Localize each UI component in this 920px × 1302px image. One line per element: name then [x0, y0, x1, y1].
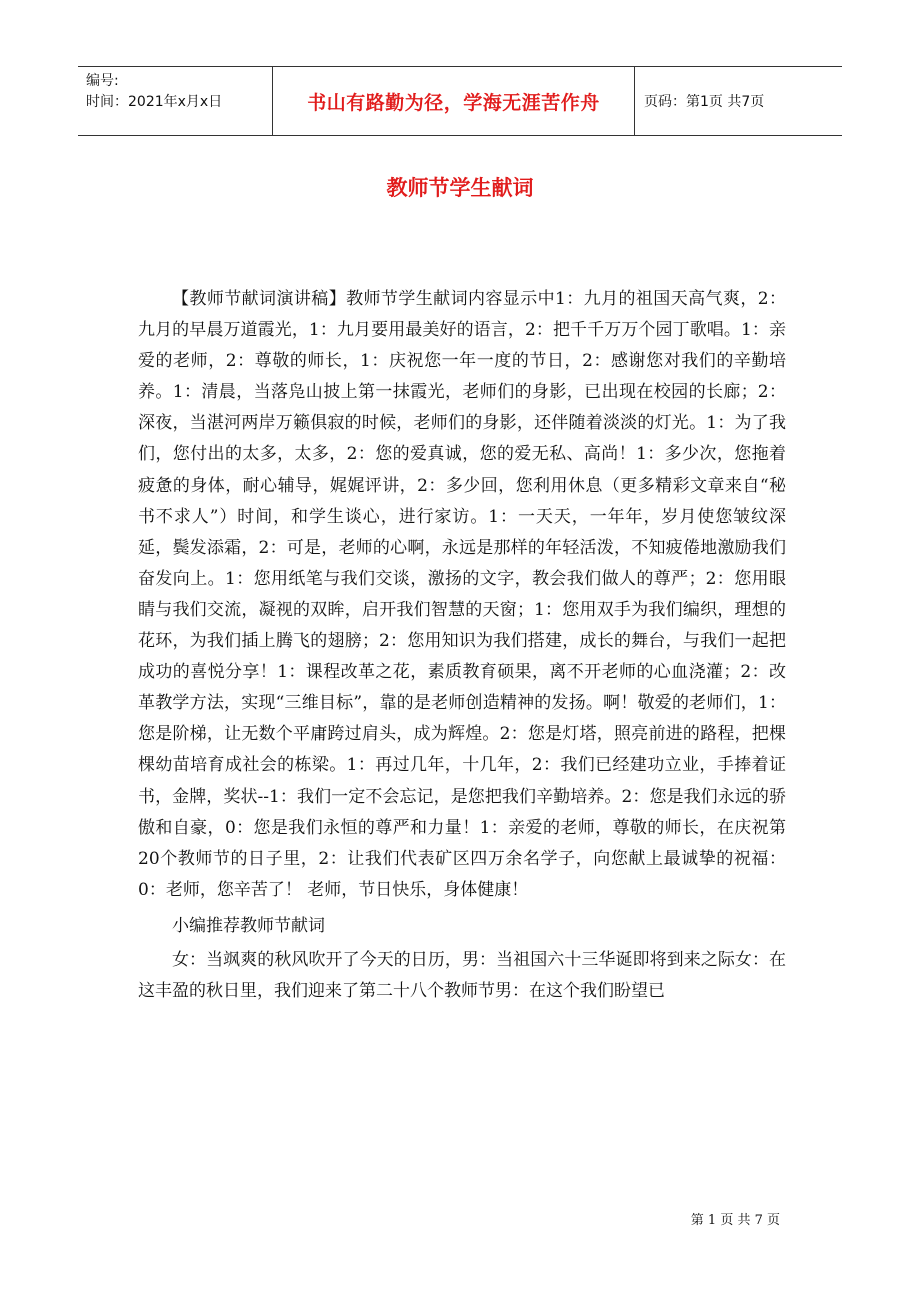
body-paragraph-main: 【教师节献词演讲稿】教师节学生献词内容显示中1：九月的祖国天高气爽，2：九月的早晨万道霞光，1：九月要用最美好的语言，2：把千千万万个园丁歌唱。1：亲爱的老师，2：尊敬的师长，1：庆祝您一年一度的节日，2：感谢您对我们的辛勤培养。1：清晨，当落凫山披上第一抹霞光，老师们的身影，已出现在校园的长廊；2：深夜，当湛河两岸万籁俱寂的时候，老师们的身影，还伴随着淡淡的灯光。1：为了我们，您付出的太多，太多，2：您的爱真诚，您的爱无私、高尚！1：多少次，您拖着疲惫的身体，耐心辅导，娓娓评讲，2：多少回，您利用休息（更多精彩文章来自“秘书不求人”）时间，和学生谈心，进行家访。1：一天天，一年年，岁月使您皱纹深延，鬓发添霜，2：可是，老师的心啊，永远是那样的年轻活泼，不知疲倦地激励我们奋发向上。1：您用纸笔与我们交谈，激扬的文字，教会我们做人的尊严；2：您用眼睛与我们交流，凝视的双眸，启开我们智慧的天窗；1：您用双手为我们编织，理想的花环，为我们插上腾飞的翅膀；2：您用知识为我们搭建，成长的舞台，与我们一起把成功的喜悦分享！1：课程改革之花，素质教育硕果，离不开老师的心血浇灌；2：改革教学方法，实现“三维目标”，靠的是老师创造精神的发扬。啊！敬爱的老师们，1：您是阶梯，让无数个平庸跨过肩头，成为辉煌。2：您是灯塔，照亮前进的路程，把棵棵幼苗培育成社会的栋梁。1：再过几年，十几年，2：我们已经建功立业，手捧着证书，金牌，奖状--1：我们一定不会忘记，是您把我们辛勤培养。2：您是我们永远的骄傲和自豪，0：您是我们永恒的尊严和力量！1：亲爱的老师，尊敬的师长，在庆祝第20个教师节的日子里，2：让我们代表矿区四万余名学子，向您献上最诚挚的祝福：0：老师，您辛苦了！ 老师，节日快乐，身体健康！ [138, 289, 786, 900]
header-page-info: 页码：第1页 共7页 [644, 94, 765, 110]
header-motto-cell [273, 67, 635, 135]
header-table [78, 66, 842, 136]
header-page-cell [635, 67, 842, 135]
number-label: 编号: [86, 73, 119, 89]
body-paragraph-subheading: 小编推荐教师节献词 [172, 915, 325, 936]
header-motto: 书山有路勤为径，学海无涯苦作舟 [307, 91, 600, 114]
document-title: 教师节学生献词 [386, 175, 534, 200]
time-label: 时间：2021年x月x日 [86, 94, 223, 110]
document-body [138, 284, 786, 1007]
body-paragraph-continued: 女：当飒爽的秋风吹开了今天的日历，男：当祖国六十三华诞即将到来之际女：在这丰盈的秋日里，我们迎来了第二十八个教师节男：在这个我们盼望已 [138, 949, 786, 1002]
header-meta-cell [78, 67, 273, 135]
page-footer: 第 1 页 共 7 页 [690, 1213, 780, 1228]
